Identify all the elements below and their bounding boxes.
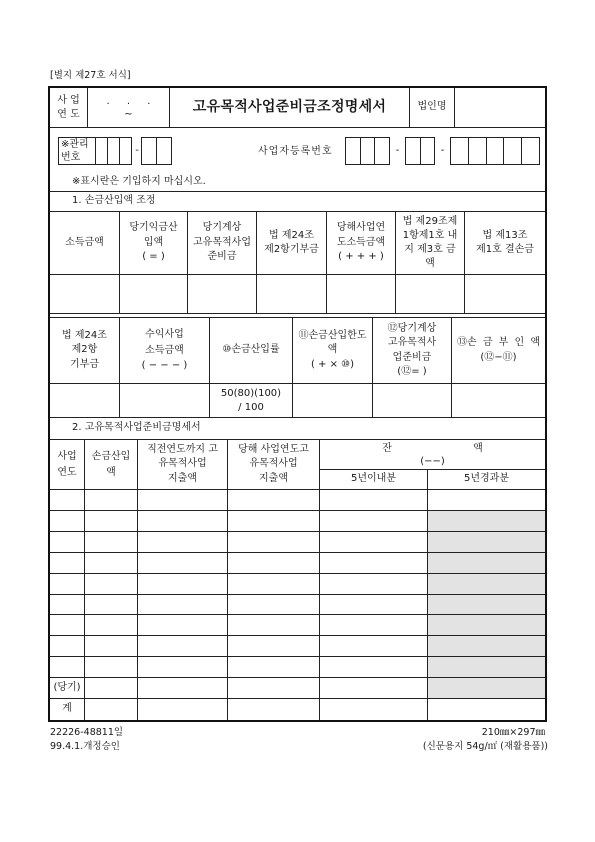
business-registration-digit[interactable] [406,138,420,164]
management-number-box [58,137,132,165]
row-balance-over-5-years [428,657,545,678]
row-balance-over-5-years [428,511,545,532]
row-balance-within-5-years[interactable] [320,657,428,678]
row-business-year[interactable] [50,553,85,574]
row-deductible-amount[interactable] [85,678,138,699]
form-frame [48,86,547,722]
corporation-name-label: 법인명 [410,88,455,128]
management-number-digit[interactable] [119,138,131,164]
identification-row [50,128,545,192]
form-code: [별지 제27호 서식] [50,70,131,81]
article13-deficit-field[interactable] [465,275,545,314]
business-registration-digit[interactable] [451,138,468,164]
business-registration-digit[interactable] [420,138,435,164]
row-current-year-expenditure[interactable] [228,553,320,574]
row-business-year[interactable] [50,657,85,678]
row-balance-within-5-years[interactable] [320,490,428,511]
reserve-recorded-field[interactable] [188,275,257,314]
header-deductible-amount: 손금산입 액 [85,440,138,490]
row-prior-years-expenditure[interactable] [138,511,228,532]
article24-donations-field[interactable] [257,275,327,314]
row-prior-years-expenditure[interactable] [138,490,228,511]
row-business-year[interactable] [50,574,85,595]
article24-donations-field-2[interactable] [50,384,120,418]
header-deduction-rate: ⑩손금산입률 [210,318,293,384]
header-nondeductible-amount: ⑬손 금 부 인 액 (⑫−⑪) [452,318,545,384]
business-registration-digit[interactable] [486,138,504,164]
business-registration-digit[interactable] [360,138,375,164]
management-number-digit[interactable] [156,138,171,164]
header-article29-amounts: 법 제29조제 1항제1호 내 지 제3호 금 액 [396,212,465,275]
income-amount-field[interactable] [50,275,120,314]
current-year-income-field[interactable] [327,275,396,314]
business-registration-box-1 [345,137,390,165]
corporation-name-field[interactable] [455,88,545,128]
management-number-digit[interactable] [142,138,156,164]
row-business-year[interactable] [50,636,85,657]
row-prior-years-expenditure[interactable] [138,657,228,678]
row-business-year[interactable] [50,615,85,636]
deduction-limit-field[interactable] [293,384,373,418]
instruction-note: ※표시란은 기입하지 마십시오. [72,176,206,187]
row-deductible-amount[interactable] [85,699,138,720]
header-article13-deficit: 법 제13조 제1호 결손금 [465,212,545,275]
row-current-year-expenditure[interactable] [228,636,320,657]
row-deductible-amount[interactable] [85,615,138,636]
header-prior-years-expenditure: 직전연도까지 고 유목적사업 지출액 [138,440,228,490]
row-balance-within-5-years[interactable] [320,595,428,615]
paper-spec: (신문용지 54g/㎡ (재활용품)) [422,741,548,752]
management-number-box-2 [141,137,172,165]
header-within-5-years: 5년이내분 [320,470,428,490]
header-reserve-recorded-2: ⑫당기계상 고유목적사 업준비금 (⑫= ) [373,318,452,384]
row-balance-over-5-years [428,615,545,636]
management-number-label: ※관리 번호 [61,139,89,163]
section2-title: 2. 고유목적사업준비금명세서 [50,418,545,440]
article29-amounts-field[interactable] [396,275,465,314]
row-deductible-amount[interactable] [85,511,138,532]
row-current-year-expenditure[interactable] [228,657,320,678]
form-number: 22226-48811일 [50,727,124,738]
row-current-year-expenditure[interactable] [228,532,320,553]
header-gross-income-inclusion: 당기익금산 입액 ( = ) [120,212,188,275]
header-income-amount: 소득금액 [50,212,120,275]
business-registration-digit[interactable] [346,138,360,164]
row-balance-within-5-years[interactable] [320,532,428,553]
business-year-period-field[interactable]: . . . ~ [88,88,170,128]
row-current-year-expenditure[interactable] [228,699,320,720]
row-prior-years-expenditure[interactable] [138,532,228,553]
deduction-rate-value: 50(80)(100) / 100 [210,384,293,418]
header-current-year-income: 당해사업연 도소득금액 ( + + + ) [327,212,396,275]
row-balance-within-5-years[interactable] [320,511,428,532]
header-article24-donations-2: 법 제24조 제2항 기부금 [50,318,120,384]
row-balance-within-5-years[interactable] [320,636,428,657]
row-balance-within-5-years[interactable] [320,678,428,699]
nondeductible-amount-field[interactable] [452,384,545,418]
header-balance: 잔 액 (−−) [320,440,545,470]
row-balance-over-5-years [428,574,545,595]
paper-size: 210㎜×297㎜ [481,727,545,738]
header-business-year: 사업 연도 [50,440,85,490]
row-prior-years-expenditure[interactable] [138,615,228,636]
header-profit-business-income: 수익사업 소득금액 ( − − − ) [120,318,210,384]
row-prior-years-expenditure[interactable] [138,595,228,615]
row-business-year[interactable] [50,511,85,532]
header-article24-donations: 법 제24조 제2항기부금 [257,212,327,275]
gross-income-inclusion-field[interactable] [120,275,188,314]
business-registration-digit[interactable] [521,138,539,164]
business-registration-digit[interactable] [468,138,486,164]
row-deductible-amount[interactable] [85,636,138,657]
row-balance-over-5-years[interactable] [428,699,545,720]
row-business-year: (당기) [50,678,85,699]
row-balance-over-5-years [428,595,545,615]
row-balance-within-5-years[interactable] [320,574,428,595]
profit-business-income-field[interactable] [120,384,210,418]
row-balance-over-5-years [428,636,545,657]
row-balance-within-5-years[interactable] [320,553,428,574]
row-business-year: 계 [50,699,85,720]
management-number-separator: - [135,145,139,156]
row-current-year-expenditure[interactable] [228,678,320,699]
row-current-year-expenditure[interactable] [228,574,320,595]
row-balance-over-5-years [428,553,545,574]
row-current-year-expenditure[interactable] [228,615,320,636]
row-balance-over-5-years[interactable] [428,490,545,511]
business-registration-digit[interactable] [503,138,521,164]
row-deductible-amount[interactable] [85,657,138,678]
row-prior-years-expenditure[interactable] [138,636,228,657]
management-number-digit[interactable] [95,138,107,164]
row-deductible-amount[interactable] [85,490,138,511]
row-current-year-expenditure[interactable] [228,595,320,615]
header-deduction-limit: ⑪손금산입한도 액 ( + × ⑩) [293,318,373,384]
row-business-year[interactable] [50,595,85,615]
row-deductible-amount[interactable] [85,532,138,553]
header-reserve-recorded: 당기계상 고유목적사업 준비금 [188,212,257,275]
business-registration-label: 사업자등록번호 [258,146,333,157]
row-deductible-amount[interactable] [85,553,138,574]
row-current-year-expenditure[interactable] [228,511,320,532]
header-current-year-expenditure: 당해 사업연도고 유목적사업 지출액 [228,440,320,490]
business-registration-separator: - [395,145,400,156]
row-business-year[interactable] [50,532,85,553]
business-registration-box-3 [450,137,540,165]
row-business-year[interactable] [50,490,85,511]
business-year-label: 사 업 연 도 [50,88,88,128]
management-number-digit[interactable] [107,138,119,164]
row-prior-years-expenditure[interactable] [138,699,228,720]
row-prior-years-expenditure[interactable] [138,574,228,595]
approval-date: 99.4.1.개정승인 [50,741,120,752]
business-registration-digit[interactable] [374,138,389,164]
reserve-recorded-field-2[interactable] [373,384,452,418]
business-registration-separator: - [440,145,445,156]
business-registration-box-2 [405,137,435,165]
row-balance-within-5-years[interactable] [320,615,428,636]
form-title: 고유목적사업준비금조정명세서 [170,88,410,128]
section1-title: 1. 손금산입액 조정 [50,192,545,212]
row-prior-years-expenditure[interactable] [138,678,228,699]
header-over-5-years: 5년경과분 [428,470,545,490]
row-deductible-amount[interactable] [85,574,138,595]
row-deductible-amount[interactable] [85,595,138,615]
row-current-year-expenditure[interactable] [228,490,320,511]
row-balance-over-5-years [428,678,545,699]
row-balance-within-5-years[interactable] [320,699,428,720]
row-prior-years-expenditure[interactable] [138,553,228,574]
row-balance-over-5-years [428,532,545,553]
